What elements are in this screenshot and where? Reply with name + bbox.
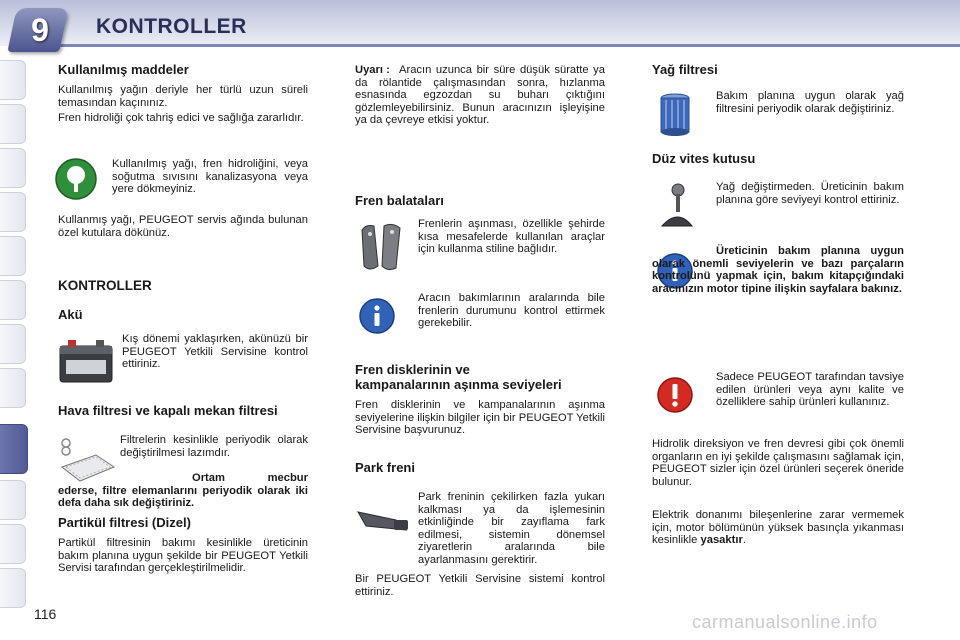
battery-heading: Akü	[58, 307, 83, 322]
header-rule	[60, 44, 960, 47]
battery-text: Kış dönemi yaklaşırken, akünüzü bir PEUGEOT Yetkili Servisine kontrol ettiriniz.	[122, 333, 308, 371]
brake-pads-heading: Fren balataları	[355, 193, 444, 208]
warning-label: Uyarı :	[355, 64, 390, 76]
environment-tree-icon	[54, 157, 98, 201]
side-tab-5[interactable]	[0, 236, 26, 276]
gearbox-info-text: Üreticinin bakım planına uygun olarak önemli seviyelerin ve bazı parçaların kontrolünü yapmak için, bakım kitapçığındaki aracınızın motor tipine ilişkin sayfalara bakınız.	[652, 245, 904, 295]
parking-brake-text: Park freninin çekilirken fazla yukarı kalkması ya da işlemesinin etkinliğinde bir zayıflama fark edilmesi, sistemin dönemsel ziyaretlerin aralarında bile ayarlanmasını gerektirir.	[418, 491, 605, 566]
side-tab-12[interactable]	[0, 568, 26, 608]
oil-filter-heading: Yağ filtresi	[652, 62, 718, 77]
side-tab-6[interactable]	[0, 280, 26, 320]
used-materials-paragraph-3: Kullanmış yağı, PEUGEOT servis ağında bulunan özel kutulara dökünüz.	[58, 214, 308, 239]
side-tab-3[interactable]	[0, 148, 26, 188]
side-tab-10[interactable]	[0, 480, 26, 520]
brake-discs-heading-line-1: Fren disklerinin ve	[355, 362, 470, 377]
page-title: KONTROLLER	[96, 15, 247, 38]
side-tab-2[interactable]	[0, 104, 26, 144]
gearbox-text: Yağ değiştirmeden. Üreticinin bakım planına göre seviyeyi kontrol ettiriniz.	[716, 181, 904, 206]
gear-shift-icon	[656, 182, 696, 234]
chapter-number: 9	[31, 12, 49, 48]
parking-brake-text-2: Bir PEUGEOT Yetkili Servisine sistemi kontrol ettiriniz.	[355, 573, 605, 598]
checks-heading: KONTROLLER	[58, 278, 152, 293]
products-paragraph-2-text: Elektrik donanımı bileşenlerine zarar vermemek için, motor bölümünün yüksek basınçla yıkanması kesinlikle	[652, 509, 904, 547]
used-materials-paragraph-2: Fren hidroliği çok tahriş edici ve sağlığa zararlıdır.	[58, 112, 304, 124]
gearbox-heading: Düz vites kutusu	[652, 151, 756, 166]
side-tab-7[interactable]	[0, 324, 26, 364]
warning-exclamation-icon	[656, 376, 694, 414]
parking-brake-heading: Park freni	[355, 460, 415, 475]
air-filter-bold-text: Ortam mecbur ederse, filtre elemanlarını periyodik olarak iki defa daha sık değiştiriniz.	[58, 472, 308, 510]
brake-pads-info-text: Aracın bakımlarının aralarında bile frenlerin durumunu kontrol ettirmek gerekebilir.	[418, 292, 605, 330]
used-materials-heading: Kullanılmış maddeler	[58, 62, 189, 77]
prohibited-text: yasaktır	[700, 534, 743, 547]
used-materials-paragraph-1: Kullanılmış yağın deriyle her türlü uzun süreli temasından kaçınınız.	[58, 84, 308, 109]
oil-filter-text: Bakım planına uygun olarak yağ filtresini periyodik olarak değiştiriniz.	[716, 90, 904, 115]
brake-discs-text: Fren disklerinin ve kampanalarının aşınma seviyelerine ilişkin bilgiler için bir PEUGEOT Yetkili Servisine başvurunuz.	[355, 399, 605, 437]
air-filter-heading: Hava filtresi ve kapalı mekan filtresi	[58, 403, 278, 418]
oil-filter-icon	[658, 92, 692, 138]
products-paragraph-2-end: .	[742, 534, 746, 547]
used-materials-environment-text: Kullanılmış yağı, fren hidroliğini, veya soğutma sıvısını kanalizasyona veya yere dökmeyiniz.	[112, 158, 308, 196]
brake-pads-text: Frenlerin aşınması, özellikle şehirde kısa mesafelerde kullanılan araçlar için kullanma stiline bağlıdır.	[418, 218, 605, 256]
particle-filter-text: Partikül filtresinin bakımı kesinlikle üreticinin bakım planına uygun şekilde bir PEUGEOT Yetkili Servisi tarafından gerçekleştirilmelidir.	[58, 537, 308, 575]
side-tab-8[interactable]	[0, 368, 26, 408]
products-paragraph-1: Hidrolik direksiyon ve fren devresi gibi çok önemli organların en iyi şekilde çalışmasını sağlamak için, PEUGEOT sizler için özel ürünleri seçerek öneride bulunur.	[652, 438, 904, 488]
page-number: 116	[34, 606, 57, 622]
battery-icon	[56, 334, 116, 386]
parking-brake-lever-icon	[356, 502, 412, 538]
products-paragraph-2	[652, 509, 904, 547]
air-filter-text: Filtrelerin kesinlikle periyodik olarak değiştirilmesi lazımdır.	[120, 434, 308, 459]
watermark: carmanualsonline.info	[692, 612, 878, 632]
products-warning-text: Sadece PEUGEOT tarafından tavsiye edilen ürünleri veya aynı kalite ve özelliklere sahip ürünleri kullanınız.	[716, 371, 904, 409]
side-tab-4[interactable]	[0, 192, 26, 232]
brake-pads-icon	[356, 220, 408, 276]
info-icon	[358, 297, 396, 335]
brake-discs-heading-line-2: kampanalarının aşınma seviyeleri	[355, 377, 562, 392]
warning-text: Aracın uzunca bir süre düşük süratte ya da rölantide çalışmasından sonra, hızlanma esnasında egzozdan su buharı çıktığını gözlemleyebilirsiniz. Bunun aracınızın işleyişine ya da çevreye etkisi yoktur.	[355, 64, 605, 127]
particle-filter-heading: Partikül filtresi (Dizel)	[58, 515, 191, 530]
side-tab-9-active[interactable]	[0, 424, 28, 474]
side-tab-1[interactable]	[0, 60, 26, 100]
side-tab-11[interactable]	[0, 524, 26, 564]
